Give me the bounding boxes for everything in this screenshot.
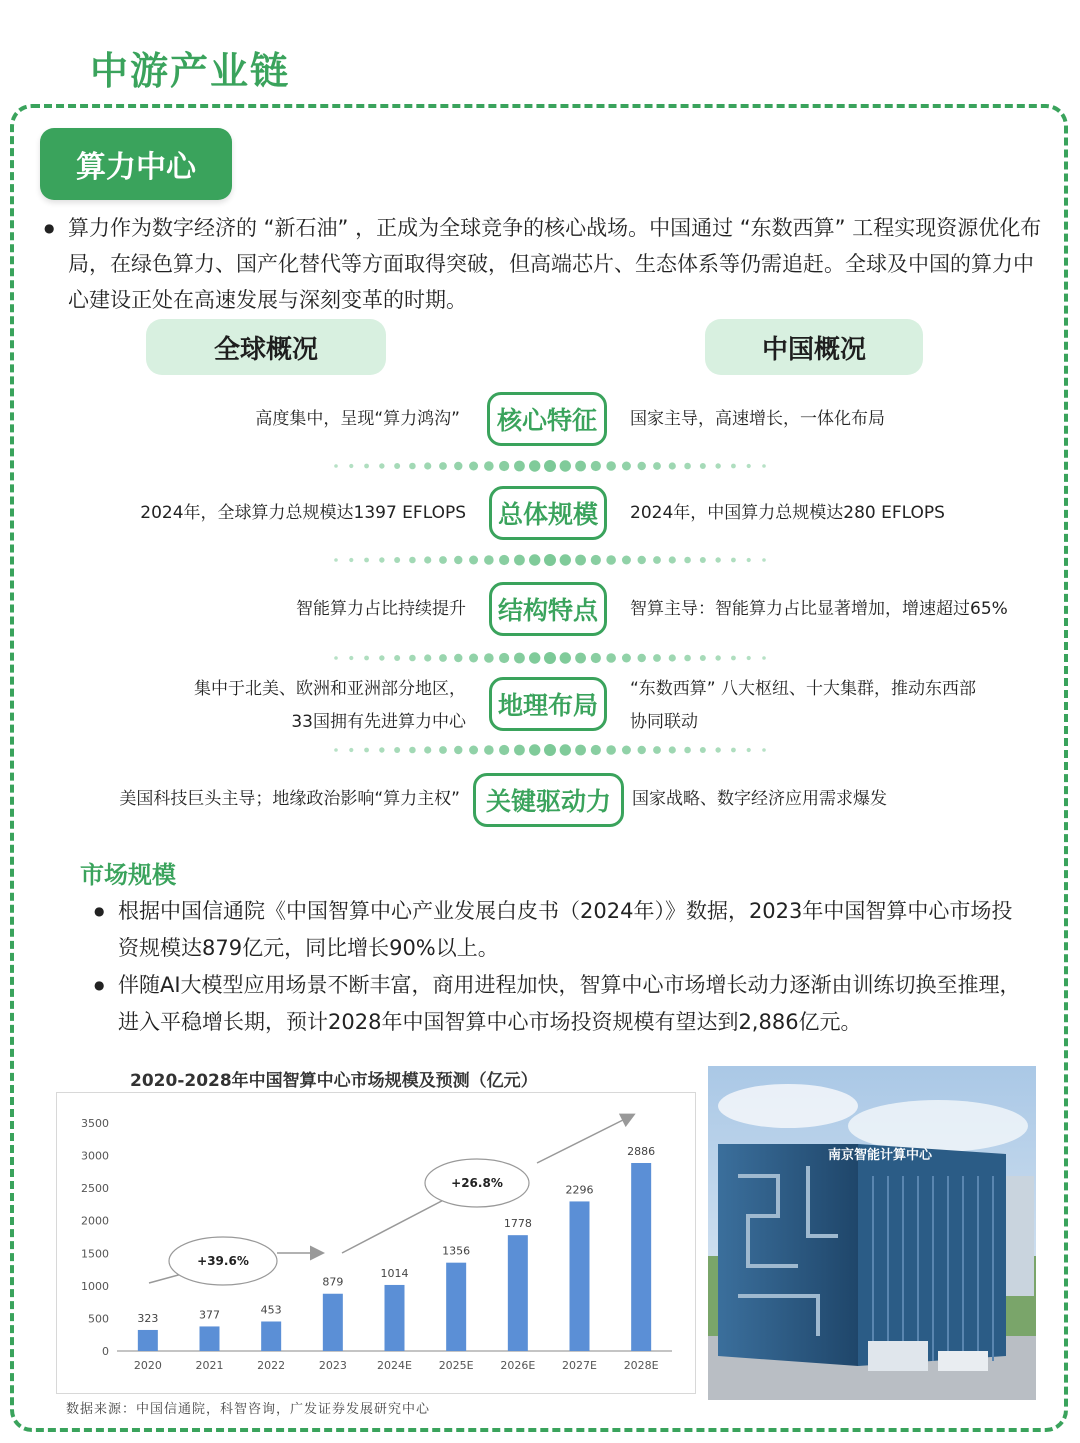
- row5-right: 国家战略、数字经济应用需求爆发: [632, 789, 887, 809]
- data-label: 323: [137, 1311, 159, 1325]
- page-title: 中游产业链: [90, 49, 291, 93]
- bar: [323, 1294, 343, 1351]
- divider-dot: [364, 464, 369, 469]
- structure-label: 结构特点: [489, 582, 607, 636]
- divider-dot: [653, 746, 661, 754]
- dot-divider: [330, 652, 770, 664]
- divider-dot: [575, 555, 586, 566]
- divider-dot: [394, 747, 400, 753]
- divider-dot: [424, 746, 431, 753]
- divider-dot: [747, 464, 751, 468]
- divider-dot: [409, 747, 416, 754]
- divider-dot: [606, 555, 616, 565]
- divider-dot: [349, 656, 353, 660]
- divider-dot: [394, 557, 400, 563]
- divider-dot: [349, 748, 353, 752]
- growth-rate-label: +26.8%: [451, 1176, 503, 1190]
- overall-scale-label: 总体规模: [489, 486, 607, 540]
- data-label: 377: [199, 1308, 220, 1322]
- divider-dot: [469, 654, 478, 663]
- row4-right-line2: 协同联动: [630, 712, 698, 732]
- divider-dot: [638, 462, 646, 470]
- dot-divider: [330, 554, 770, 566]
- divider-dot: [469, 462, 478, 471]
- divider-dot: [715, 747, 720, 752]
- market-title: 市场规模: [80, 861, 176, 889]
- divider-dot: [544, 554, 556, 566]
- x-tick-label: 2027E: [562, 1359, 597, 1372]
- bar-chart: [57, 1093, 695, 1393]
- divider-dot: [379, 747, 384, 752]
- y-tick-label: 3500: [81, 1117, 109, 1130]
- geo-layout-label: 地理布局: [489, 677, 607, 731]
- divider-dot: [469, 746, 478, 755]
- divider-dot: [529, 460, 540, 471]
- row4-right: [630, 673, 1050, 739]
- divider-dot: [622, 556, 631, 565]
- y-tick-label: 2500: [81, 1182, 109, 1196]
- data-source: 数据来源：中国信通院，科智咨询，广发证券发展研究中心: [66, 1402, 431, 1417]
- divider-dot: [499, 461, 509, 471]
- divider-dot: [514, 653, 525, 664]
- divider-dot: [591, 461, 601, 471]
- dot-divider: [330, 460, 770, 472]
- bar: [385, 1285, 405, 1351]
- divider-dot: [499, 745, 509, 755]
- divider-dot: [575, 745, 586, 756]
- china-overview-pill: 中国概况: [705, 319, 923, 375]
- data-label: 2296: [565, 1183, 594, 1197]
- x-tick-label: 2028E: [623, 1359, 659, 1372]
- data-label: 1356: [442, 1244, 471, 1258]
- divider-dot: [439, 462, 447, 470]
- divider-dot: [762, 558, 766, 562]
- chart-frame: [56, 1092, 696, 1394]
- x-tick-label: 2022: [257, 1359, 286, 1372]
- row4-left-line2: 33国拥有先进算力中心: [291, 712, 466, 732]
- y-tick-label: 3000: [81, 1149, 109, 1163]
- divider-dot: [349, 464, 353, 468]
- divider-dot: [669, 746, 676, 753]
- divider-dot: [454, 462, 462, 470]
- divider-dot: [715, 655, 720, 660]
- data-label: 2886: [627, 1144, 656, 1158]
- divider-dot: [591, 555, 601, 565]
- data-label: 1778: [503, 1217, 532, 1231]
- divider-dot: [424, 462, 431, 469]
- divider-dot: [638, 746, 646, 754]
- bar: [508, 1235, 528, 1351]
- divider-dot: [439, 746, 447, 754]
- divider-dot: [514, 461, 525, 472]
- divider-dot: [762, 748, 766, 752]
- divider-dot: [364, 558, 369, 563]
- divider-dot: [334, 464, 338, 468]
- y-tick-label: 2000: [81, 1214, 109, 1228]
- divider-dot: [747, 656, 751, 660]
- x-tick-label: 2024E: [377, 1359, 412, 1372]
- divider-dot: [439, 654, 447, 662]
- divider-dot: [424, 556, 431, 563]
- divider-dot: [364, 748, 369, 753]
- divider-dot: [514, 555, 525, 566]
- row3-right: 智算主导：智能算力占比显著增加，增速超过65%: [630, 599, 1008, 619]
- divider-dot: [591, 653, 601, 663]
- intro-bullet: ● 算力作为数字经济的 “新石油” ，正成为全球竞争的核心战场。中国通过 “东数西算” 工程实现资源优化布局，在绿色算力、国产化替代等方面取得突破，但高端芯片、生态体系等仍需追赶。全球及中国的算力中心建设正处在高速发展与深刻变革的时期。: [44, 210, 1054, 318]
- y-tick-label: 1000: [81, 1279, 109, 1293]
- intro-paragraph: [44, 210, 1054, 318]
- divider-dot: [454, 654, 462, 662]
- bar: [200, 1326, 220, 1351]
- divider-dot: [731, 558, 736, 563]
- section-tag: 算力中心: [40, 128, 232, 200]
- divider-dot: [700, 747, 706, 753]
- divider-dot: [638, 556, 646, 564]
- row2-right: 2024年，中国算力总规模达280 EFLOPS: [630, 503, 945, 523]
- divider-dot: [529, 744, 540, 755]
- divider-dot: [469, 556, 478, 565]
- row5-left: 美国科技巨头主导；地缘政治影响“算力主权”: [119, 789, 460, 809]
- divider-dot: [715, 557, 720, 562]
- divider-dot: [700, 655, 706, 661]
- row4-right-line1: “东数西算” 八大枢纽、十大集群，推动东西部: [630, 679, 977, 699]
- bar: [570, 1201, 590, 1351]
- divider-dot: [409, 655, 416, 662]
- divider-dot: [684, 463, 691, 470]
- divider-dot: [669, 654, 676, 661]
- divider-dot: [439, 556, 447, 564]
- market-bullet: ● 根据中国信通院《中国智算中心产业发展白皮书（2024年）》数据，2023年中国智算中心市场投资规模达879亿元，同比增长90%以上。: [94, 893, 1024, 967]
- divider-dot: [334, 656, 338, 660]
- row4-left-line1: 集中于北美、欧洲和亚洲部分地区，: [194, 679, 466, 699]
- row1-left: 高度集中，呈现“算力鸿沟”: [255, 409, 460, 429]
- divider-dot: [653, 462, 661, 470]
- y-tick-label: 1500: [81, 1247, 109, 1261]
- divider-dot: [731, 748, 736, 753]
- divider-dot: [529, 554, 540, 565]
- market-bullets: [94, 893, 1024, 1041]
- x-tick-label: 2025E: [438, 1359, 474, 1372]
- divider-dot: [591, 745, 601, 755]
- divider-dot: [394, 655, 400, 661]
- divider-dot: [499, 653, 509, 663]
- bar: [446, 1263, 466, 1351]
- y-tick-label: 500: [88, 1312, 109, 1326]
- divider-dot: [731, 656, 736, 661]
- x-tick-label: 2026E: [500, 1359, 536, 1372]
- divider-dot: [606, 653, 616, 663]
- divider-dot: [700, 557, 706, 563]
- divider-dot: [409, 463, 416, 470]
- divider-dot: [499, 555, 509, 565]
- bar: [261, 1321, 281, 1351]
- growth-rate-label: +39.6%: [197, 1254, 249, 1268]
- row1-right: 国家主导，高速增长，一体化布局: [630, 409, 885, 429]
- divider-dot: [684, 747, 691, 754]
- divider-dot: [638, 654, 646, 662]
- divider-dot: [731, 464, 736, 469]
- x-tick-label: 2020: [133, 1359, 162, 1372]
- row3-left: 智能算力占比持续提升: [296, 599, 466, 619]
- divider-dot: [653, 556, 661, 564]
- data-label: 879: [322, 1275, 344, 1289]
- divider-dot: [424, 654, 431, 661]
- divider-dot: [544, 744, 556, 756]
- bar: [631, 1163, 651, 1351]
- divider-dot: [747, 558, 751, 562]
- data-label: 453: [260, 1303, 282, 1317]
- divider-dot: [622, 462, 631, 471]
- divider-dot: [544, 652, 556, 664]
- divider-dot: [622, 746, 631, 755]
- divider-dot: [334, 558, 338, 562]
- divider-dot: [762, 656, 766, 660]
- data-label: 1014: [380, 1266, 409, 1280]
- divider-dot: [484, 745, 494, 755]
- divider-dot: [544, 460, 556, 472]
- divider-dot: [484, 555, 494, 565]
- dot-divider: [330, 744, 770, 756]
- x-tick-label: 2023: [318, 1359, 347, 1372]
- divider-dot: [684, 557, 691, 564]
- divider-dot: [560, 744, 571, 755]
- x-tick-label: 2021: [195, 1359, 224, 1372]
- divider-dot: [529, 652, 540, 663]
- row4-left: [100, 673, 466, 739]
- global-overview-pill: 全球概况: [146, 319, 386, 375]
- divider-dot: [560, 460, 571, 471]
- divider-dot: [622, 654, 631, 663]
- divider-dot: [606, 745, 616, 755]
- divider-dot: [653, 654, 661, 662]
- divider-dot: [669, 462, 676, 469]
- divider-dot: [575, 653, 586, 664]
- divider-dot: [560, 652, 571, 663]
- divider-dot: [762, 464, 766, 468]
- divider-dot: [684, 655, 691, 662]
- divider-dot: [364, 656, 369, 661]
- divider-dot: [409, 557, 416, 564]
- divider-dot: [606, 461, 616, 471]
- core-feature-label: 核心特征: [487, 392, 607, 446]
- market-bullet: ● 伴随AI大模型应用场景不断丰富，商用进程加快，智算中心市场增长动力逐渐由训练切换至推理，进入平稳增长期，预计2028年中国智算中心市场投资规模有望达到2,886亿元。: [94, 967, 1024, 1041]
- building-sign: 南京智能计算中心: [828, 1148, 933, 1163]
- y-tick-label: 0: [102, 1345, 109, 1358]
- divider-dot: [334, 748, 338, 752]
- divider-dot: [379, 557, 384, 562]
- divider-dot: [454, 746, 462, 754]
- divider-dot: [669, 556, 676, 563]
- divider-dot: [700, 463, 706, 469]
- divider-dot: [747, 748, 751, 752]
- divider-dot: [349, 558, 353, 562]
- row2-left: 2024年，全球算力总规模达1397 EFLOPS: [140, 503, 466, 523]
- divider-dot: [575, 461, 586, 472]
- divider-dot: [514, 745, 525, 756]
- key-driver-label: 关键驱动力: [473, 773, 624, 827]
- building-photo: [708, 1066, 1036, 1400]
- divider-dot: [484, 653, 494, 663]
- divider-dot: [484, 461, 494, 471]
- divider-dot: [394, 463, 400, 469]
- chart-title: 2020-2028年中国智算中心市场规模及预测（亿元）: [130, 1071, 538, 1091]
- bar: [138, 1330, 158, 1351]
- divider-dot: [379, 463, 384, 468]
- divider-dot: [560, 554, 571, 565]
- divider-dot: [379, 655, 384, 660]
- divider-dot: [715, 463, 720, 468]
- divider-dot: [454, 556, 462, 564]
